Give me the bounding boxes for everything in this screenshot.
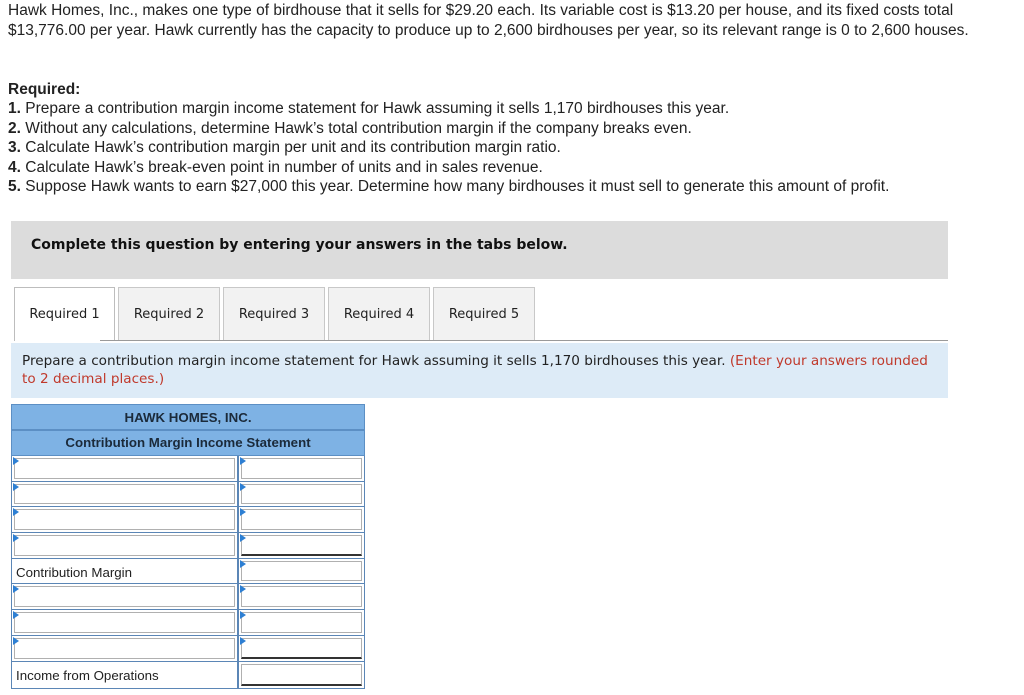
contribution-margin-label-cell [11,559,239,584]
input-marker-icon [240,637,246,645]
dropdown-marker-icon [13,508,19,516]
statement-rows [11,456,365,689]
contribution-margin-input[interactable] [239,559,365,584]
input-marker-icon [240,585,246,593]
tab-required-2[interactable]: Required 2 [118,287,220,340]
amount-input[interactable] [239,610,365,635]
prompt-note: (Enter your answers rounded to 2 decimal places.) [22,353,928,387]
dropdown-marker-icon [13,611,19,619]
amount-input[interactable] [239,584,365,609]
problem-intro: Hawk Homes, Inc., makes one type of birdhouse that it sells for $29.20 each. Its variable cost is $13.20 per house, and its fixed costs total $13,776.00 per year. Hawk currently has the capacity to produce up to 2,600 birdhouses per year, so its relevant range is 0 to 2,600 houses. [8,2,969,39]
tab-required-4[interactable]: Required 4 [328,287,430,340]
table-row [11,584,365,610]
banner-text: Complete this question by entering your answers in the tabs below. [31,237,568,253]
income-from-operations-label: Income from Operations [16,667,159,683]
prompt-box [11,343,948,398]
income-statement [11,404,365,689]
table-row [11,533,365,559]
dropdown-marker-icon [13,457,19,465]
input-marker-icon [240,508,246,516]
requirement-item: 2. Without any calculations, determine Hawk’s total contribution margin if the company breaks even. [8,119,692,137]
amount-input[interactable] [239,456,365,481]
required-heading: Required: [8,81,81,98]
tab-divider [100,340,948,341]
amount-input[interactable] [239,482,365,507]
requirements-list [8,99,1018,197]
label-dropdown[interactable] [11,482,239,507]
table-row [11,636,365,662]
input-marker-icon [240,534,246,542]
requirement-item: 5. Suppose Hawk wants to earn $27,000 this year. Determine how many birdhouses it must sell to generate this amount of profit. [8,178,890,196]
requirement-item: 4. Calculate Hawk’s break-even point in number of units and in sales revenue. [8,158,543,176]
amount-input[interactable] [239,636,365,661]
table-row [11,507,365,533]
contribution-margin-label: Contribution Margin [16,564,133,580]
prompt-instruction: Prepare a contribution margin income statement for Hawk assuming it sells 1,170 birdhouses this year. [22,353,726,369]
income-from-operations-input[interactable] [239,662,365,688]
table-row [11,610,365,636]
label-dropdown[interactable] [11,584,239,609]
tab-required-1[interactable]: Required 1 [14,287,115,341]
input-marker-icon [240,611,246,619]
label-dropdown[interactable] [11,507,239,532]
income-label-cell [11,662,239,688]
requirement-item: 1. Prepare a contribution margin income statement for Hawk assuming it sells 1,170 birdhouses this year. [8,100,730,117]
tab-required-5[interactable]: Required 5 [433,287,535,340]
statement-title: Contribution Margin Income Statement [11,430,365,456]
table-row-contribution-margin [11,559,365,585]
dropdown-marker-icon [13,483,19,491]
prompt-text [22,353,937,388]
input-marker-icon [240,457,246,465]
amount-input[interactable] [239,533,365,558]
label-dropdown[interactable] [11,533,239,558]
label-dropdown[interactable] [11,636,239,661]
tab-required-3[interactable]: Required 3 [223,287,325,340]
table-row-income-from-operations [11,662,365,689]
dropdown-marker-icon [13,585,19,593]
input-marker-icon [240,560,246,568]
statement-company: HAWK HOMES, INC. [11,404,365,430]
table-row [11,456,365,482]
label-dropdown[interactable] [11,456,239,481]
requirement-item: 3. Calculate Hawk’s contribution margin per unit and its contribution margin ratio. [8,139,561,157]
dropdown-marker-icon [13,637,19,645]
table-row [11,482,365,508]
amount-input[interactable] [239,507,365,532]
label-dropdown[interactable] [11,610,239,635]
dropdown-marker-icon [13,534,19,542]
instruction-banner [11,221,948,279]
input-marker-icon [240,483,246,491]
